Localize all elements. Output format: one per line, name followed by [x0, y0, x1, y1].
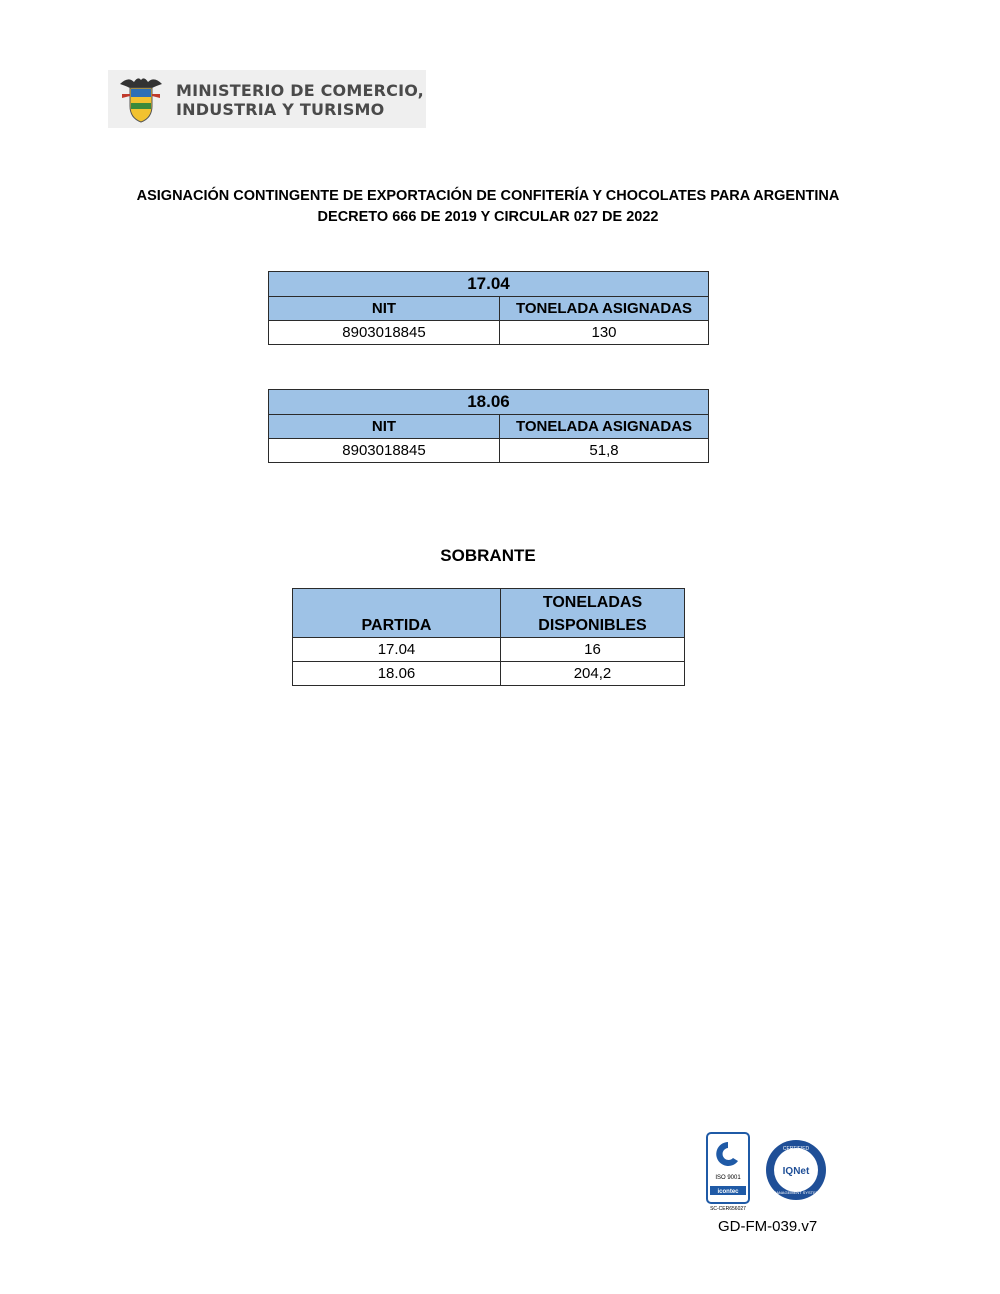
icontec-label: icontec	[717, 1189, 739, 1195]
sobrante-table	[292, 588, 685, 686]
iso-label: ISO 9001	[715, 1175, 741, 1181]
certification-badges	[706, 1132, 830, 1217]
nit-cell: 8903018845	[269, 439, 500, 463]
iqnet-label: IQNet	[782, 1166, 810, 1177]
certified-text: CERTIFIED	[782, 1146, 810, 1152]
tonnes-cell: 51,8	[500, 439, 709, 463]
column-header-partida: PARTIDA	[293, 589, 501, 638]
document-title-line1: ASIGNACIÓN CONTINGENTE DE EXPORTACIÓN DE CONFITERÍA Y CHOCOLATES PARA ARGENTINA	[136, 188, 840, 204]
column-header-tonnes: TONELADA ASIGNADAS	[500, 415, 709, 439]
column-header-available-line1: TONELADAS	[542, 594, 643, 611]
available-cell: 204,2	[501, 662, 685, 686]
document-title-line2: DECRETO 666 DE 2019 Y CIRCULAR 027 DE 2022	[317, 209, 659, 225]
document-title	[0, 186, 976, 228]
nit-cell: 8903018845	[269, 321, 500, 345]
table-row	[269, 439, 709, 463]
iqnet-badge	[766, 1140, 826, 1200]
column-header-nit: NIT	[269, 297, 500, 321]
ministry-name	[176, 81, 424, 119]
management-text: MANAGEMENT SYSTEM	[772, 1190, 820, 1195]
table-row	[293, 662, 685, 686]
document-code: GD-FM-039.v7	[718, 1218, 818, 1235]
cert-code: SC-CER656027	[710, 1206, 746, 1212]
column-header-available	[501, 589, 685, 638]
ministry-name-line1: MINISTERIO DE COMERCIO,	[176, 81, 424, 100]
partida-cell: 17.04	[293, 638, 501, 662]
allocation-table-1806	[268, 389, 709, 463]
partida-cell: 18.06	[293, 662, 501, 686]
table-heading: 17.04	[269, 272, 709, 297]
allocation-table-1704	[268, 271, 709, 345]
certification-logos	[706, 1132, 830, 1212]
icontec-badge	[707, 1133, 749, 1212]
ministry-logo	[108, 70, 426, 128]
column-header-nit: NIT	[269, 415, 500, 439]
sobrante-title: SOBRANTE	[440, 546, 536, 565]
table-row	[293, 638, 685, 662]
available-cell: 16	[501, 638, 685, 662]
table-heading: 18.06	[269, 390, 709, 415]
column-header-available-line2: DISPONIBLES	[538, 617, 647, 634]
table-row	[269, 321, 709, 345]
column-header-tonnes: TONELADA ASIGNADAS	[500, 297, 709, 321]
tonnes-cell: 130	[500, 321, 709, 345]
ministry-name-line2: INDUSTRIA Y TURISMO	[176, 100, 385, 119]
coat-of-arms-icon	[114, 74, 168, 124]
